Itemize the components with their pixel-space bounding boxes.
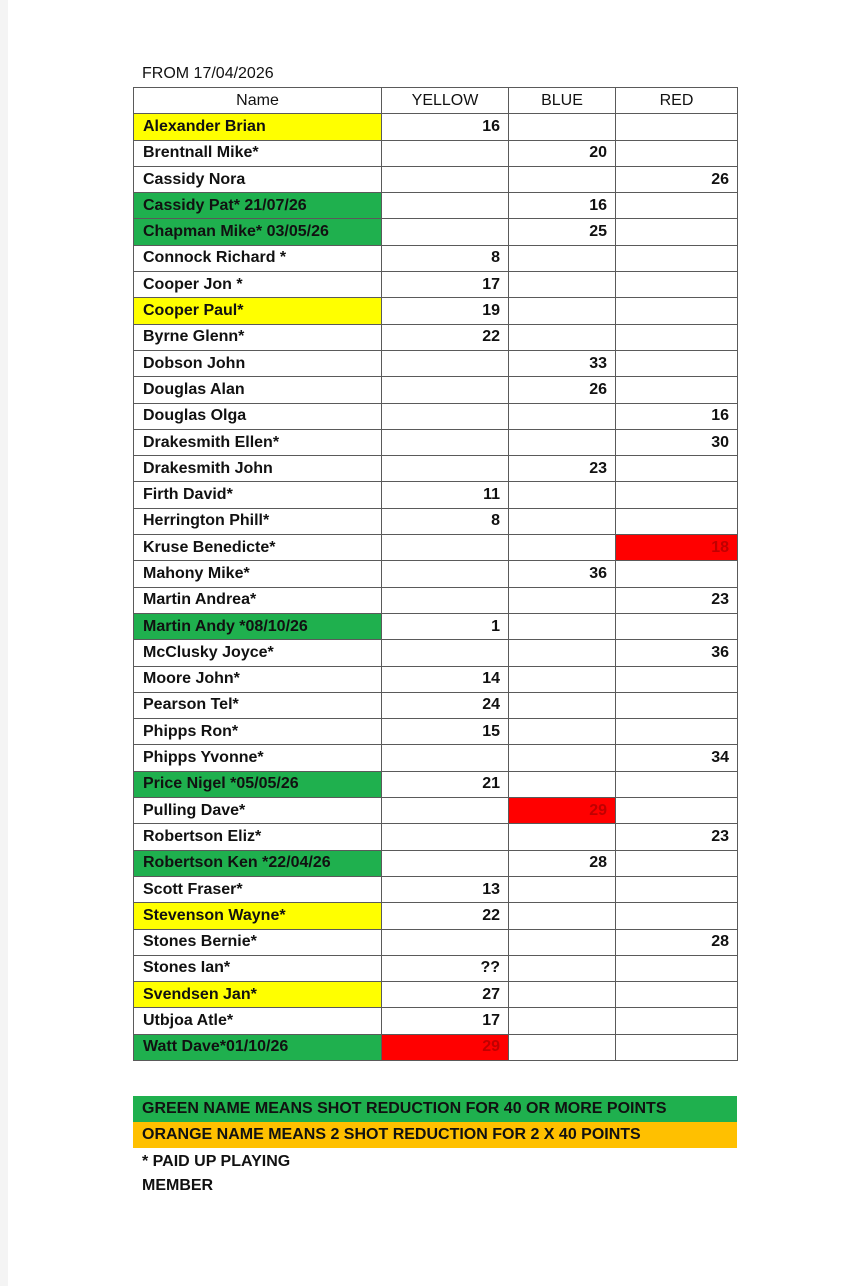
red-tee-cell: 26 [616, 166, 738, 192]
red-tee-cell: 23 [616, 587, 738, 613]
blue-tee-cell [509, 745, 616, 771]
table-row [134, 377, 738, 403]
red-tee-cell [616, 613, 738, 639]
player-name-cell: Chapman Mike* 03/05/26 [134, 219, 382, 245]
blue-tee-cell [509, 719, 616, 745]
player-name-cell: Svendsen Jan* [134, 982, 382, 1008]
table-row [134, 929, 738, 955]
player-name-cell: Kruse Benedicte* [134, 535, 382, 561]
footnote-line-1: * PAID UP PLAYING [142, 1153, 291, 1170]
yellow-tee-cell [382, 850, 509, 876]
table-row [134, 193, 738, 219]
red-tee-cell: 28 [616, 929, 738, 955]
yellow-tee-cell: ?? [382, 955, 509, 981]
player-name-cell: Martin Andy *08/10/26 [134, 613, 382, 639]
blue-tee-cell: 29 [509, 798, 616, 824]
red-tee-cell [616, 692, 738, 718]
blue-tee-cell: 26 [509, 377, 616, 403]
red-tee-cell [616, 456, 738, 482]
blue-tee-cell [509, 298, 616, 324]
table-row [134, 745, 738, 771]
blue-tee-cell [509, 640, 616, 666]
player-name-cell: Stevenson Wayne* [134, 903, 382, 929]
table-row [134, 692, 738, 718]
table-row [134, 1008, 738, 1034]
table-row [134, 114, 738, 140]
table-row [134, 613, 738, 639]
yellow-tee-cell: 21 [382, 771, 509, 797]
player-name-cell: Watt Dave*01/10/26 [134, 1034, 382, 1060]
blue-tee-cell [509, 587, 616, 613]
player-name-cell: Alexander Brian [134, 114, 382, 140]
blue-tee-cell: 25 [509, 219, 616, 245]
footnote [142, 1150, 362, 1198]
red-tee-cell [616, 771, 738, 797]
legend-green: GREEN NAME MEANS SHOT REDUCTION FOR 40 OR MORE POINTS [133, 1096, 737, 1122]
player-name-cell: Robertson Ken *22/04/26 [134, 850, 382, 876]
blue-tee-cell [509, 1034, 616, 1060]
table-row [134, 324, 738, 350]
yellow-tee-cell: 19 [382, 298, 509, 324]
player-name-cell: Firth David* [134, 482, 382, 508]
blue-tee-cell [509, 114, 616, 140]
table-row [134, 350, 738, 376]
from-date: FROM 17/04/2026 [142, 65, 274, 82]
blue-tee-cell [509, 508, 616, 534]
player-name-cell: Moore John* [134, 666, 382, 692]
player-name-cell: Pearson Tel* [134, 692, 382, 718]
blue-tee-cell [509, 824, 616, 850]
player-name-cell: Phipps Ron* [134, 719, 382, 745]
yellow-tee-cell [382, 745, 509, 771]
red-tee-cell: 18 [616, 535, 738, 561]
table-row [134, 1034, 738, 1060]
yellow-tee-cell: 22 [382, 903, 509, 929]
player-name-cell: Price Nigel *05/05/26 [134, 771, 382, 797]
red-tee-cell [616, 193, 738, 219]
player-name-cell: Pulling Dave* [134, 798, 382, 824]
red-tee-cell [616, 298, 738, 324]
red-tee-cell [616, 719, 738, 745]
table-row [134, 429, 738, 455]
red-tee-cell: 34 [616, 745, 738, 771]
player-name-cell: Robertson Eliz* [134, 824, 382, 850]
red-tee-cell [616, 245, 738, 271]
blue-tee-cell [509, 166, 616, 192]
yellow-tee-cell [382, 350, 509, 376]
footnote-line-2: MEMBER [142, 1177, 214, 1194]
red-tee-cell [616, 1008, 738, 1034]
blue-tee-cell: 36 [509, 561, 616, 587]
blue-tee-cell: 28 [509, 850, 616, 876]
player-name-cell: Mahony Mike* [134, 561, 382, 587]
red-tee-cell [616, 350, 738, 376]
player-name-cell: Brentnall Mike* [134, 140, 382, 166]
table-row [134, 482, 738, 508]
red-tee-cell [616, 482, 738, 508]
red-tee-cell [616, 666, 738, 692]
document-page [8, 0, 860, 1286]
red-tee-cell: 23 [616, 824, 738, 850]
red-tee-cell [616, 377, 738, 403]
player-name-cell: Scott Fraser* [134, 876, 382, 902]
blue-tee-cell [509, 666, 616, 692]
blue-tee-cell [509, 403, 616, 429]
blue-tee-cell [509, 876, 616, 902]
red-tee-cell [616, 798, 738, 824]
table-body [134, 114, 738, 1061]
yellow-tee-cell: 8 [382, 245, 509, 271]
red-tee-cell [616, 561, 738, 587]
player-name-cell: Cassidy Nora [134, 166, 382, 192]
player-name-cell: Douglas Olga [134, 403, 382, 429]
red-tee-cell: 30 [616, 429, 738, 455]
yellow-tee-cell [382, 219, 509, 245]
player-name-cell: Phipps Yvonne* [134, 745, 382, 771]
player-name-cell: Connock Richard * [134, 245, 382, 271]
yellow-tee-cell: 13 [382, 876, 509, 902]
player-name-cell: Cooper Paul* [134, 298, 382, 324]
red-tee-cell: 16 [616, 403, 738, 429]
player-name-cell: Stones Bernie* [134, 929, 382, 955]
player-name-cell: Martin Andrea* [134, 587, 382, 613]
table-row [134, 640, 738, 666]
yellow-tee-cell [382, 140, 509, 166]
yellow-tee-cell: 15 [382, 719, 509, 745]
yellow-tee-cell [382, 193, 509, 219]
table-row [134, 219, 738, 245]
blue-tee-cell [509, 929, 616, 955]
table-row [134, 535, 738, 561]
red-tee-cell [616, 508, 738, 534]
yellow-tee-cell [382, 561, 509, 587]
blue-tee-cell [509, 613, 616, 639]
player-name-cell: Byrne Glenn* [134, 324, 382, 350]
table-row [134, 245, 738, 271]
red-tee-cell [616, 955, 738, 981]
red-tee-cell: 36 [616, 640, 738, 666]
red-tee-cell [616, 876, 738, 902]
yellow-tee-cell [382, 403, 509, 429]
player-name-cell: Drakesmith Ellen* [134, 429, 382, 455]
col-header-yellow: YELLOW [382, 88, 509, 114]
table-row [134, 298, 738, 324]
red-tee-cell [616, 114, 738, 140]
table-row [134, 456, 738, 482]
blue-tee-cell: 23 [509, 456, 616, 482]
yellow-tee-cell: 16 [382, 114, 509, 140]
table-row [134, 272, 738, 298]
player-name-cell: Dobson John [134, 350, 382, 376]
red-tee-cell [616, 850, 738, 876]
player-name-cell: Drakesmith John [134, 456, 382, 482]
yellow-tee-cell: 11 [382, 482, 509, 508]
table-row [134, 561, 738, 587]
header-row [134, 88, 738, 114]
table-row [134, 850, 738, 876]
blue-tee-cell [509, 245, 616, 271]
yellow-tee-cell [382, 429, 509, 455]
blue-tee-cell [509, 535, 616, 561]
table-row [134, 508, 738, 534]
player-name-cell: Herrington Phill* [134, 508, 382, 534]
blue-tee-cell [509, 272, 616, 298]
col-header-name: Name [134, 88, 382, 114]
blue-tee-cell [509, 1008, 616, 1034]
yellow-tee-cell [382, 166, 509, 192]
yellow-tee-cell [382, 535, 509, 561]
yellow-tee-cell: 27 [382, 982, 509, 1008]
table-row [134, 587, 738, 613]
table-row [134, 166, 738, 192]
blue-tee-cell [509, 771, 616, 797]
table-row [134, 955, 738, 981]
table-row [134, 982, 738, 1008]
blue-tee-cell [509, 982, 616, 1008]
table-row [134, 719, 738, 745]
red-tee-cell [616, 272, 738, 298]
player-name-cell: Utbjoa Atle* [134, 1008, 382, 1034]
blue-tee-cell [509, 324, 616, 350]
blue-tee-cell: 20 [509, 140, 616, 166]
yellow-tee-cell: 22 [382, 324, 509, 350]
yellow-tee-cell [382, 640, 509, 666]
table-row [134, 824, 738, 850]
player-name-cell: McClusky Joyce* [134, 640, 382, 666]
player-name-cell: Douglas Alan [134, 377, 382, 403]
yellow-tee-cell [382, 824, 509, 850]
table-row [134, 876, 738, 902]
legend-orange: ORANGE NAME MEANS 2 SHOT REDUCTION FOR 2 X 40 POINTS [133, 1122, 737, 1148]
table-row [134, 771, 738, 797]
red-tee-cell [616, 140, 738, 166]
blue-tee-cell [509, 429, 616, 455]
yellow-tee-cell: 8 [382, 508, 509, 534]
blue-tee-cell [509, 692, 616, 718]
yellow-tee-cell [382, 377, 509, 403]
player-name-cell: Cassidy Pat* 21/07/26 [134, 193, 382, 219]
red-tee-cell [616, 903, 738, 929]
yellow-tee-cell [382, 587, 509, 613]
player-name-cell: Cooper Jon * [134, 272, 382, 298]
yellow-tee-cell: 1 [382, 613, 509, 639]
table-row [134, 403, 738, 429]
yellow-tee-cell: 17 [382, 272, 509, 298]
col-header-red: RED [616, 88, 738, 114]
table-row [134, 666, 738, 692]
red-tee-cell [616, 982, 738, 1008]
yellow-tee-cell: 24 [382, 692, 509, 718]
yellow-tee-cell [382, 456, 509, 482]
blue-tee-cell: 16 [509, 193, 616, 219]
yellow-tee-cell: 29 [382, 1034, 509, 1060]
yellow-tee-cell [382, 798, 509, 824]
blue-tee-cell [509, 482, 616, 508]
yellow-tee-cell: 17 [382, 1008, 509, 1034]
table-row [134, 903, 738, 929]
red-tee-cell [616, 1034, 738, 1060]
blue-tee-cell: 33 [509, 350, 616, 376]
player-name-cell: Stones Ian* [134, 955, 382, 981]
handicap-table [133, 87, 738, 1061]
table-row [134, 798, 738, 824]
blue-tee-cell [509, 955, 616, 981]
red-tee-cell [616, 324, 738, 350]
table-row [134, 140, 738, 166]
yellow-tee-cell: 14 [382, 666, 509, 692]
blue-tee-cell [509, 903, 616, 929]
yellow-tee-cell [382, 929, 509, 955]
col-header-blue: BLUE [509, 88, 616, 114]
red-tee-cell [616, 219, 738, 245]
